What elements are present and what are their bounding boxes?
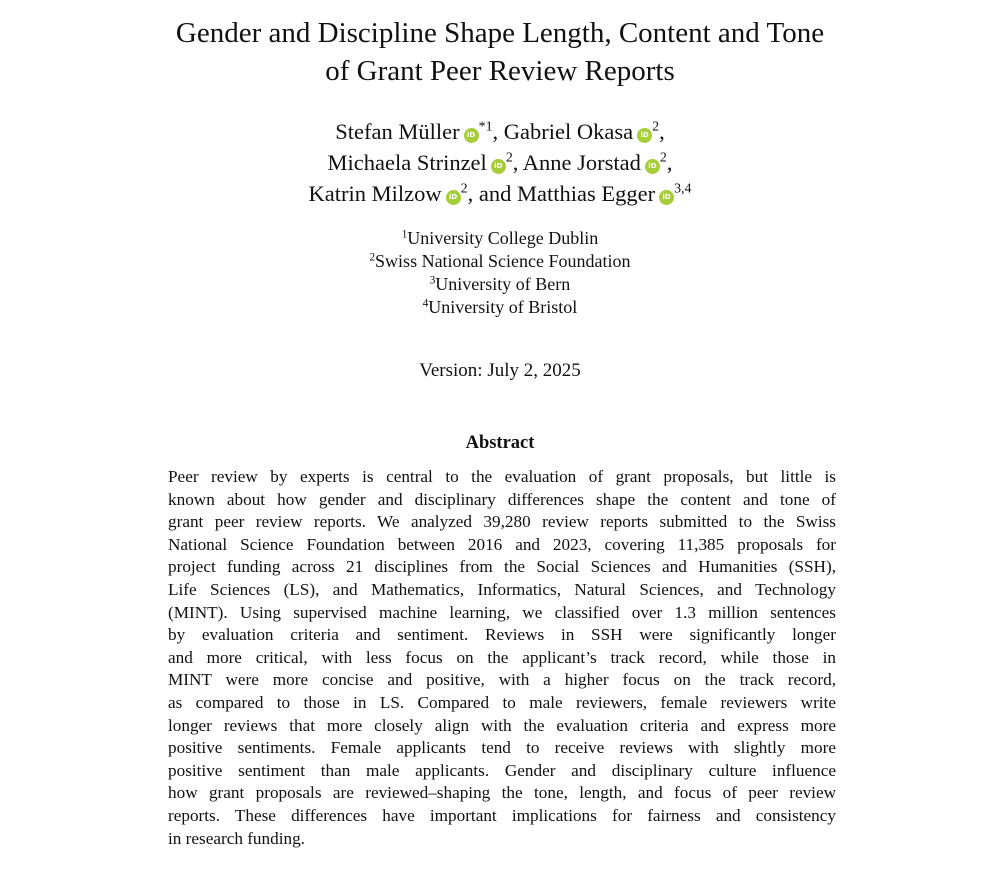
author-name: Michaela Strinzel xyxy=(327,150,487,175)
affiliation-sup: 3 xyxy=(429,274,436,287)
abstract-line: Life Sciences (LS), and Mathematics, Informatics, Natural Sciences, and Technology xyxy=(168,579,836,599)
author-list xyxy=(100,116,900,209)
affiliation-1 xyxy=(100,227,900,250)
separator: , xyxy=(659,119,665,144)
affiliation-sup: 1 xyxy=(401,228,408,241)
abstract-line: in research funding. xyxy=(168,828,305,848)
affiliation-2 xyxy=(100,250,900,273)
affiliation-sup: 2 xyxy=(369,251,376,264)
affiliation-name: University of Bern xyxy=(435,274,571,294)
abstract-line: by evaluation criteria and sentiment. Reviews in SSH were significantly longer xyxy=(168,625,836,645)
separator: , and xyxy=(467,181,512,206)
abstract-line: grant peer review reports. We analyzed 39,280 review reports submitted to the Swiss xyxy=(168,512,836,532)
abstract-line: reports. These differences have important implications for fairness and consistency xyxy=(168,805,836,825)
version-date: Version: July 2, 2025 xyxy=(419,360,581,381)
affiliation-sup: 4 xyxy=(422,297,429,310)
abstract-line: positive sentiments. Female applicants tend to receive reviews with slightly more xyxy=(168,738,836,758)
author-sup: 3,4 xyxy=(674,181,692,197)
affiliation-4 xyxy=(100,296,900,319)
paper-title xyxy=(100,14,900,90)
title-line-2: of Grant Peer Review Reports xyxy=(325,55,675,87)
author-line-3 xyxy=(100,178,900,209)
abstract-line: National Science Foundation between 2016 and 2023, covering 11,385 proposals for xyxy=(168,534,836,554)
author-name: Katrin Milzow xyxy=(308,181,442,206)
author-sup: 2 xyxy=(505,150,513,166)
orcid-icon[interactable]: iD xyxy=(446,190,461,205)
abstract-line: MINT were more concise and positive, with a higher focus on the track record, xyxy=(168,670,836,690)
abstract-line: longer reviews that more closely align with the evaluation criteria and express more xyxy=(168,715,836,735)
title-line-1: Gender and Discipline Shape Length, Content and Tone xyxy=(175,17,825,49)
author-sup: 2 xyxy=(460,181,468,197)
orcid-icon[interactable]: iD xyxy=(659,190,674,205)
author-name: Matthias Egger xyxy=(516,181,656,206)
separator: , xyxy=(512,150,519,175)
abstract-line: known about how gender and disciplinary differences shape the content and tone of xyxy=(168,489,836,509)
author-name: Anne Jorstad xyxy=(522,150,641,175)
affiliation-name: Swiss National Science Foundation xyxy=(375,251,631,271)
author-line-2 xyxy=(100,147,900,178)
separator: , xyxy=(492,119,499,144)
abstract-body xyxy=(168,466,836,850)
author-name: Gabriel Okasa xyxy=(503,119,634,144)
abstract-line: positive sentiment than male applicants. Gender and disciplinary culture influence xyxy=(168,760,836,780)
author-sup: 2 xyxy=(652,119,660,135)
abstract-line: project funding across 21 disciplines from the Social Sciences and Humanities (SSH), xyxy=(168,557,836,577)
affiliation-list xyxy=(100,227,900,319)
abstract-line: Peer review by experts is central to the evaluation of grant proposals, but little is xyxy=(168,467,836,486)
orcid-icon[interactable]: iD xyxy=(637,128,652,143)
orcid-icon[interactable]: iD xyxy=(491,159,506,174)
separator: , xyxy=(666,150,673,175)
abstract-line: and more critical, with less focus on the applicant’s track record, while those in xyxy=(168,647,836,667)
author-name: Stefan Müller xyxy=(335,119,460,144)
affiliation-3 xyxy=(100,273,900,296)
affiliation-name: University College Dublin xyxy=(407,228,599,248)
affiliation-name: University of Bristol xyxy=(428,297,578,317)
author-sup: *1 xyxy=(478,119,493,135)
orcid-icon[interactable]: iD xyxy=(645,159,660,174)
author-line-1 xyxy=(100,116,900,147)
author-sup: 2 xyxy=(659,150,667,166)
abstract-heading: Abstract xyxy=(465,433,535,453)
abstract-line: as compared to those in LS. Compared to male reviewers, female reviewers write xyxy=(168,692,836,712)
orcid-icon[interactable]: iD xyxy=(464,128,479,143)
abstract-line: (MINT). Using supervised machine learning, we classified over 1.3 million sentences xyxy=(168,602,836,622)
abstract-line: how grant proposals are reviewed–shaping the tone, length, and focus of peer review xyxy=(168,783,836,803)
